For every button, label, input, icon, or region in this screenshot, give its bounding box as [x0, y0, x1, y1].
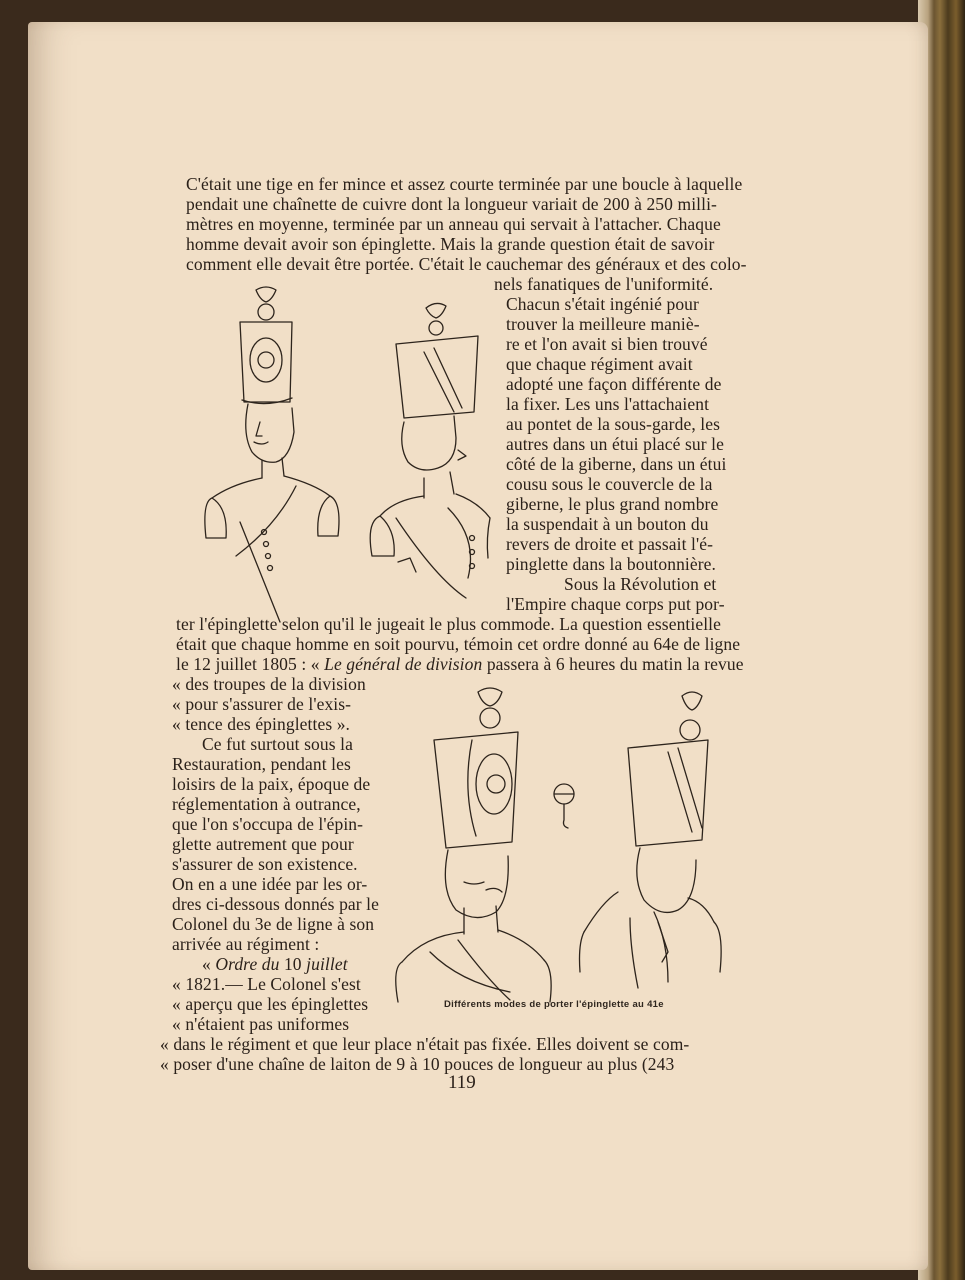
text-line: glette autrement que pour — [172, 834, 354, 854]
soldier-figure — [205, 287, 339, 622]
text-line: ter l'épinglette selon qu'il le jugeait le plus commode. La question essentielle — [176, 614, 721, 634]
text-line: dres ci-dessous donnés par le — [172, 894, 380, 914]
text-line: loisirs de la paix, époque de — [172, 774, 371, 794]
text-line: re et l'on avait si bien trouvé — [506, 334, 708, 354]
text-line: giberne, le plus grand nombre — [506, 494, 719, 514]
text-line: « poser d'une chaîne de laiton de 9 à 10 pouces de longueur au plus (243 — [160, 1054, 675, 1074]
text-line: autres dans un étui placé sur le — [506, 434, 724, 454]
text-line: On en a une idée par les or- — [172, 874, 368, 894]
text-line: « aperçu que les épinglettes — [172, 994, 369, 1014]
epinglette-detail — [554, 784, 574, 828]
text-line: « dans le régiment et que leur place n'était pas fixée. Elles doivent se com- — [160, 1034, 690, 1054]
text-line: Colonel du 3e de ligne à son — [172, 914, 375, 934]
text-line: la suspendait à un bouton du — [506, 514, 709, 534]
text-line: côté de la giberne, dans un étui — [506, 454, 727, 474]
text-line: la fixer. Les uns l'attachaient — [506, 394, 710, 414]
text-line: arrivée au régiment : — [172, 934, 320, 954]
text-line: « tence des épinglettes ». — [172, 714, 351, 734]
text-line: pendait une chaînette de cuivre dont la longueur variait de 200 à 250 milli- — [186, 194, 717, 214]
text-line: pinglette dans la boutonnière. — [506, 554, 717, 574]
text-line: homme devait avoir son épinglette. Mais la grande question était de savoir — [186, 234, 715, 254]
soldier-figure — [580, 692, 722, 988]
soldier-figure — [396, 688, 551, 1002]
soldiers-illustration-top — [178, 282, 498, 582]
figure-caption: Différents modes de porter l'épinglette au 41e — [444, 999, 664, 1010]
text-line: le 12 juillet 1805 : « Le général de division passera à 6 heures du matin la revue — [176, 654, 744, 674]
page-number: 119 — [448, 1072, 476, 1093]
text-line: mètres en moyenne, terminée par un anneau qui servait à l'attacher. Chaque — [186, 214, 721, 234]
text-line: s'assurer de son existence. — [172, 854, 358, 874]
text-line: Chacun s'était ingénié pour — [506, 294, 699, 314]
text-line: « 1821.— Le Colonel s'est — [172, 974, 361, 994]
soldier-figure — [370, 303, 490, 598]
text-line: « n'étaient pas uniformes — [172, 1014, 350, 1034]
text-line: C'était une tige en fer mince et assez courte terminée par une boucle à laquelle — [186, 174, 743, 194]
text-line: Restauration, pendant les — [172, 754, 351, 774]
text-line: revers de droite et passait l'é- — [506, 534, 714, 554]
text-line: trouver la meilleure maniè- — [506, 314, 700, 334]
text-line: cousu sous le couvercle de la — [506, 474, 713, 494]
text-line: comment elle devait être portée. C'était le cauchemar des généraux et des colo- — [186, 254, 747, 274]
text-line: au pontet de la sous-garde, les — [506, 414, 721, 434]
text-line: Sous la Révolution et — [564, 574, 717, 594]
text-line: réglementation à outrance, — [172, 794, 361, 814]
text-line: que chaque régiment avait — [506, 354, 693, 374]
text-line: était que chaque homme en soit pourvu, témoin cet ordre donné au 64e de ligne — [176, 634, 741, 654]
book-page — [28, 22, 928, 1270]
text-line: « Ordre du 10 juillet — [202, 954, 348, 974]
text-line: l'Empire chaque corps put por- — [506, 594, 725, 614]
text-line: nels fanatiques de l'uniformité. — [494, 274, 714, 294]
text-line: que l'on s'occupa de l'épin- — [172, 814, 364, 834]
text-line: adopté une façon différente de — [506, 374, 722, 394]
text-line: Ce fut surtout sous la — [202, 734, 353, 754]
text-line: « des troupes de la division — [172, 674, 366, 694]
soldiers-illustration-bottom — [368, 682, 728, 982]
text-line: « pour s'assurer de l'exis- — [172, 694, 352, 714]
